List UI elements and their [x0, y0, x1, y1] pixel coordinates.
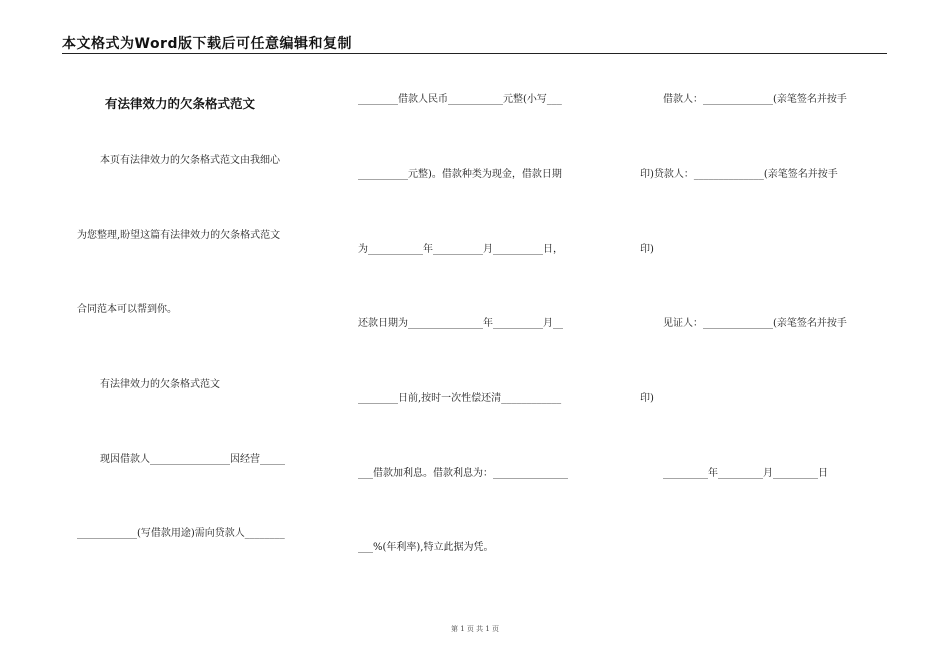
- document-title: 有法律效力的欠条格式范文: [105, 96, 256, 111]
- header-title: 本文格式为Word版下载后可任意编辑和复制: [62, 36, 352, 52]
- col1-line-5: 现因借款人________________因经营_____: [100, 454, 285, 465]
- col2-line-5: ________日前,按时一次性偿还清____________: [358, 393, 562, 404]
- col1-line-2: 为您整理,盼望这篇有法律效力的欠条格式范文: [77, 230, 281, 241]
- col3-line-2: 印)贷款人：______________(亲笔签名并按手: [640, 169, 838, 180]
- header-divider: [62, 53, 887, 54]
- col3-line-1: 借款人：______________(亲笔签名并按手: [663, 94, 847, 105]
- col1-line-3: 合同范本可以帮到你。: [77, 304, 177, 315]
- col1-line-4: 有法律效力的欠条格式范文: [100, 379, 220, 390]
- col1-line-6: ____________(写借款用途)需向贷款人________: [77, 528, 285, 539]
- col2-line-1: ________借款人民币___________元整(小写___: [358, 94, 562, 105]
- col1-line-1: 本页有法律效力的欠条格式范文由我细心: [100, 155, 280, 166]
- col2-line-3: 为___________年__________月__________日，: [358, 244, 563, 255]
- col2-line-7: ___%(年利率),特立此据为凭。: [358, 542, 494, 553]
- col2-line-2: __________元整)。借款种类为现金，借款日期: [358, 169, 562, 180]
- col3-line-4: 见证人：______________(亲笔签名并按手: [663, 318, 847, 329]
- col2-line-6: ___借款加利息。借款利息为：_______________: [358, 468, 568, 479]
- col3-line-3: 印): [640, 244, 654, 255]
- page-indicator: 第 1 页 共 1 页: [450, 625, 500, 633]
- col3-line-6: _________年_________月_________日: [663, 468, 828, 479]
- col3-line-5: 印): [640, 393, 654, 404]
- col2-line-4: 还款日期为_______________年__________月__: [358, 318, 563, 329]
